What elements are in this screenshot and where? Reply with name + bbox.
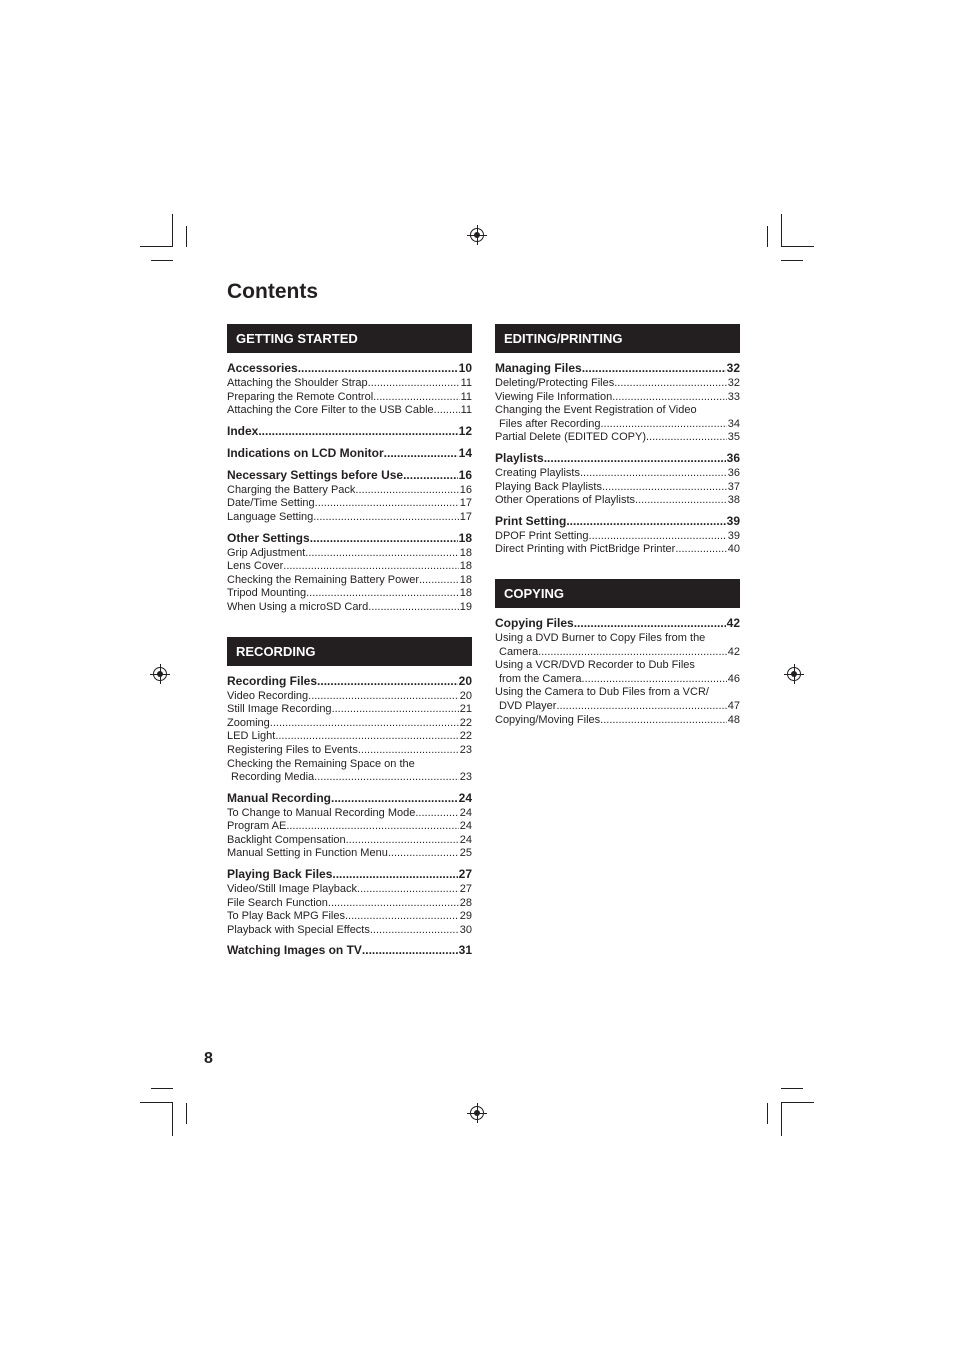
toc-entry-label: Still Image Recording <box>227 703 332 716</box>
dot-leader <box>582 359 726 377</box>
toc-page-number: 32 <box>727 377 740 389</box>
toc-main-entry[interactable] <box>495 512 740 530</box>
toc-entry-label: Registering Files to Events <box>227 743 358 756</box>
crop-mark <box>767 1103 768 1124</box>
dot-leader <box>614 377 727 391</box>
dot-leader <box>373 391 459 405</box>
toc-group <box>227 466 472 525</box>
toc-sub-entry[interactable] <box>227 717 472 731</box>
toc-page-number: 27 <box>459 883 472 896</box>
toc-main-entry[interactable] <box>495 359 740 377</box>
crop-mark <box>781 1088 803 1089</box>
dot-leader <box>582 673 727 687</box>
toc-main-entry[interactable] <box>227 422 472 440</box>
toc-sub-entry[interactable] <box>227 690 472 704</box>
toc-page-number: 19 <box>459 600 472 613</box>
toc-sub-entry[interactable] <box>495 494 740 508</box>
dot-leader <box>314 771 459 785</box>
toc-page-number: 24 <box>458 790 472 805</box>
dot-leader <box>601 418 727 432</box>
toc-group <box>227 444 472 462</box>
toc-sub-entry[interactable] <box>227 847 472 861</box>
toc-page-number: 42 <box>727 645 740 658</box>
dot-leader <box>258 422 457 440</box>
toc-entry-label: Watching Images on TV <box>227 943 362 958</box>
toc-entry-label: from the Camera <box>499 672 582 685</box>
toc-entry-label: Accessories <box>227 361 298 375</box>
dot-leader <box>538 646 727 660</box>
toc-sub-entry[interactable] <box>227 820 472 834</box>
toc-page-number: 24 <box>459 833 472 846</box>
dot-leader <box>419 574 459 588</box>
toc-entry-label: Direct Printing with PictBridge Printer <box>495 543 676 556</box>
toc-page-number: 23 <box>459 743 472 756</box>
toc-page-number: 11 <box>460 390 472 403</box>
dot-leader <box>358 744 459 758</box>
crop-mark <box>151 260 173 261</box>
toc-main-entry[interactable] <box>227 466 472 484</box>
toc-entry-label: Using a VCR/DVD Recorder to Dub Files <box>495 659 695 672</box>
dot-leader <box>298 359 458 377</box>
toc-page-number: 47 <box>727 699 740 712</box>
page-number: 8 <box>204 1050 213 1067</box>
toc-sub-entry[interactable] <box>227 511 472 525</box>
toc-sub-entry[interactable] <box>495 431 740 445</box>
toc-entry-label: Playing Back Playlists <box>495 480 602 493</box>
toc-entry-label: Deleting/Protecting Files <box>495 377 615 389</box>
toc-main-entry[interactable] <box>227 529 472 547</box>
toc-sub-entry[interactable] <box>495 700 740 714</box>
toc-page-number: 24 <box>459 820 472 833</box>
toc-entry-label: Grip Adjustment <box>227 546 306 559</box>
toc-page-number: 16 <box>458 467 472 482</box>
toc-entry-label: Checking the Remaining Battery Power <box>227 573 419 586</box>
toc-sub-entry[interactable] <box>495 714 740 728</box>
toc-main-entry[interactable] <box>227 672 472 690</box>
toc-page-number: 36 <box>726 450 740 465</box>
toc-sub-entry[interactable] <box>227 730 472 744</box>
toc-page-number: 12 <box>458 423 472 438</box>
toc-entry-label: File Search Function <box>227 896 328 909</box>
toc-sub-entry[interactable] <box>227 587 472 601</box>
toc-entry-label: Playback with Special Effects <box>227 923 370 936</box>
section-heading: EDITING/PRINTING <box>495 324 740 353</box>
toc-page-number: 18 <box>459 587 472 600</box>
toc-sub-entry[interactable] <box>227 924 472 938</box>
crop-mark <box>781 1102 814 1103</box>
toc-main-entry[interactable] <box>227 359 472 377</box>
toc-page-number: 22 <box>459 716 472 729</box>
toc-page-number: 18 <box>459 546 472 559</box>
toc-entry-label: Manual Setting in Function Menu <box>227 847 388 860</box>
toc-page-number: 11 <box>460 404 472 417</box>
dot-leader <box>310 529 458 547</box>
toc-section <box>227 637 472 960</box>
toc-sub-entry[interactable] <box>495 673 740 687</box>
dot-leader <box>612 391 727 405</box>
registration-mark-icon <box>153 667 167 681</box>
dot-leader <box>345 910 459 924</box>
registration-mark-icon <box>470 1106 484 1120</box>
dot-leader <box>384 444 458 462</box>
toc-entry-label: Checking the Remaining Space on the <box>227 757 415 770</box>
toc-entry-label: DVD Player <box>499 699 557 712</box>
crop-mark <box>781 214 782 247</box>
toc-entry-label: Tripod Mounting <box>227 587 307 600</box>
toc-group <box>227 359 472 418</box>
dot-leader <box>434 404 460 418</box>
dot-leader <box>602 481 727 495</box>
toc-page-number: 18 <box>458 530 472 545</box>
toc-page-number: 24 <box>459 806 472 819</box>
toc-entry-label: Video Recording <box>227 689 309 702</box>
toc-entry-label: Playing Back Files <box>227 867 333 882</box>
toc-entry-label: Other Operations of Playlists <box>495 494 636 507</box>
toc-group <box>495 449 740 508</box>
toc-sub-entry[interactable] <box>227 744 472 758</box>
dot-leader <box>370 924 459 938</box>
toc-entry-label: Using the Camera to Dub Files from a VCR/ <box>495 686 709 699</box>
toc-page-number: 22 <box>459 730 472 743</box>
toc-main-entry[interactable] <box>227 865 472 883</box>
dot-leader <box>308 690 459 704</box>
toc-sub-entry[interactable] <box>495 481 740 495</box>
toc-entry-label: Manual Recording <box>227 790 332 805</box>
toc-sub-entry[interactable] <box>227 601 472 615</box>
toc-entry-label: Date/Time Setting <box>227 497 315 510</box>
toc-sub-entry[interactable] <box>227 897 472 911</box>
crop-mark <box>186 1103 187 1124</box>
toc-page-number: 20 <box>459 689 472 702</box>
toc-page-number: 36 <box>727 466 740 479</box>
dot-leader <box>574 614 726 632</box>
dot-leader <box>357 883 459 897</box>
toc-page-number: 20 <box>458 673 472 688</box>
toc-page-number: 29 <box>459 910 472 923</box>
toc-entry-label: Attaching the Shoulder Strap <box>227 377 368 389</box>
toc-page-number: 39 <box>726 513 740 528</box>
toc-sub-entry[interactable] <box>227 771 472 785</box>
toc-page-number: 42 <box>726 615 740 630</box>
toc-entry-label: Other Settings <box>227 530 310 545</box>
toc-page-number: 30 <box>459 923 472 936</box>
toc-page-number: 34 <box>727 417 740 430</box>
toc-page-number: 39 <box>727 529 740 542</box>
dot-leader <box>305 547 458 561</box>
dot-leader <box>313 511 459 525</box>
dot-leader <box>556 700 726 714</box>
toc-sub-entry[interactable] <box>227 377 472 391</box>
toc-page-number: 14 <box>458 445 472 460</box>
dot-leader <box>306 587 459 601</box>
toc-sub-entry[interactable] <box>495 530 740 544</box>
toc-sub-entry[interactable] <box>227 560 472 574</box>
toc-page-number: 32 <box>726 361 740 375</box>
toc-entry-label: Viewing File Information <box>495 390 613 403</box>
dot-leader <box>362 941 458 959</box>
toc-sub-entry[interactable] <box>495 391 740 405</box>
toc-sub-entry[interactable] <box>227 574 472 588</box>
dot-leader <box>600 714 727 728</box>
toc-entry-label: Recording Media <box>231 771 315 784</box>
dot-leader <box>635 494 727 508</box>
toc-sub-entry[interactable] <box>227 547 472 561</box>
toc-sub-entry[interactable] <box>227 484 472 498</box>
toc-entry-label: Copying/Moving Files <box>495 713 601 726</box>
toc-entry-label: Playlists <box>495 450 544 465</box>
toc-main-entry[interactable] <box>227 789 472 807</box>
toc-entry-label: Charging the Battery Pack <box>227 483 356 496</box>
registration-mark-icon <box>470 228 484 242</box>
dot-leader <box>415 807 458 821</box>
toc-entry-label: Preparing the Remote Control <box>227 390 374 403</box>
section-heading: COPYING <box>495 579 740 608</box>
toc-sub-entry[interactable] <box>227 391 472 405</box>
toc-page-number: 10 <box>458 361 472 375</box>
toc-entry-label: Print Setting <box>495 513 567 528</box>
toc-group <box>227 865 472 937</box>
dot-leader <box>331 789 458 807</box>
dot-leader <box>346 834 459 848</box>
toc-page-number: 35 <box>727 431 740 444</box>
toc-page-number: 17 <box>459 497 472 510</box>
crop-mark <box>781 260 803 261</box>
crop-mark <box>781 246 814 247</box>
dot-leader <box>328 897 459 911</box>
toc-entry-label: Attaching the Core Filter to the USB Cable <box>227 404 434 417</box>
crop-mark <box>767 226 768 247</box>
dot-leader <box>368 601 459 615</box>
section-heading: GETTING STARTED <box>227 324 472 353</box>
toc-page-number: 21 <box>459 703 472 716</box>
toc-page-number: 18 <box>459 560 472 573</box>
dot-leader <box>675 543 726 557</box>
crop-mark <box>140 1102 173 1103</box>
toc-main-entry[interactable] <box>495 614 740 632</box>
crop-mark <box>151 1088 173 1089</box>
dot-leader <box>544 449 726 467</box>
toc-sub-entry[interactable] <box>227 910 472 924</box>
page-title: Contents <box>227 280 318 303</box>
toc-sub-entry[interactable] <box>227 883 472 897</box>
toc-group <box>227 672 472 785</box>
dot-leader <box>283 560 458 574</box>
toc-page-number: 38 <box>727 494 740 507</box>
dot-leader <box>332 865 457 883</box>
toc-entry-label: Indications on LCD Monitor <box>227 445 384 460</box>
toc-page-number: 48 <box>727 713 740 726</box>
toc-entry-label: Changing the Event Registration of Video <box>495 404 697 417</box>
toc-entry-label: Copying Files <box>495 615 574 630</box>
dot-leader <box>270 717 459 731</box>
dot-leader <box>403 466 458 484</box>
toc-entry-label: Backlight Compensation <box>227 833 346 846</box>
toc-column-left <box>227 324 472 981</box>
dot-leader <box>332 703 459 717</box>
toc-entry-label: Managing Files <box>495 361 582 375</box>
toc-page-number: 33 <box>727 390 740 403</box>
toc-group <box>495 512 740 557</box>
toc-sub-entry[interactable] <box>227 807 472 821</box>
toc-page-number: 31 <box>458 943 472 958</box>
toc-entry-label: Language Setting <box>227 510 314 523</box>
toc-main-entry[interactable] <box>227 941 472 959</box>
toc-page-number: 28 <box>459 896 472 909</box>
dot-leader <box>388 847 459 861</box>
toc-sub-entry[interactable] <box>495 543 740 557</box>
crop-mark <box>140 246 173 247</box>
dot-leader <box>580 467 727 481</box>
toc-main-entry[interactable] <box>495 449 740 467</box>
toc-sub-entry[interactable] <box>495 377 740 391</box>
toc-entry-label: Zooming <box>227 716 270 729</box>
toc-group <box>495 359 740 445</box>
crop-mark <box>172 1103 173 1136</box>
dot-leader <box>646 431 727 445</box>
dot-leader <box>315 497 459 511</box>
toc-column-right <box>495 324 740 749</box>
toc-entry-label: Partial Delete (EDITED COPY) <box>495 431 646 444</box>
section-heading: RECORDING <box>227 637 472 666</box>
toc-page-number: 27 <box>458 867 472 882</box>
toc-sub-entry[interactable] <box>495 418 740 432</box>
dot-leader <box>589 530 727 544</box>
toc-sub-entry[interactable] <box>227 497 472 511</box>
toc-sub-entry[interactable] <box>495 467 740 481</box>
toc-page-number: 18 <box>459 573 472 586</box>
toc-page-number: 46 <box>727 672 740 685</box>
dot-leader <box>368 377 460 391</box>
toc-sub-entry[interactable] <box>495 646 740 660</box>
toc-entry-label: Using a DVD Burner to Copy Files from the <box>495 631 706 644</box>
toc-entry-label: To Change to Manual Recording Mode <box>227 806 416 819</box>
toc-sub-entry[interactable] <box>227 834 472 848</box>
toc-entry-label: Necessary Settings before Use <box>227 467 404 482</box>
crop-mark <box>186 226 187 247</box>
toc-sub-entry[interactable] <box>227 404 472 418</box>
dot-leader <box>355 484 458 498</box>
toc-main-entry[interactable] <box>227 444 472 462</box>
registration-mark-icon <box>787 667 801 681</box>
toc-entry-label: Video/Still Image Playback <box>227 883 358 896</box>
toc-page-number: 37 <box>727 480 740 493</box>
crop-mark <box>781 1103 782 1136</box>
toc-entry-label: Program AE <box>227 820 287 833</box>
toc-section <box>227 324 472 615</box>
toc-page-number: 17 <box>459 510 472 523</box>
toc-entry-label: When Using a microSD Card <box>227 600 369 613</box>
toc-page-number: 23 <box>459 771 472 784</box>
toc-section <box>495 579 740 727</box>
toc-entry-label: Creating Playlists <box>495 466 580 479</box>
dot-leader <box>317 672 458 690</box>
toc-entry-label: LED Light <box>227 730 276 743</box>
toc-entry-label: Recording Files <box>227 673 318 688</box>
toc-section <box>495 324 740 557</box>
toc-entry-label: Camera <box>499 645 539 658</box>
toc-group <box>227 941 472 959</box>
toc-entry-label: Files after Recording <box>499 417 601 430</box>
toc-entry-label: DPOF Print Setting <box>495 529 589 542</box>
crop-mark <box>172 214 173 247</box>
dot-leader <box>566 512 725 530</box>
toc-entry-label: To Play Back MPG Files <box>227 910 345 923</box>
dot-leader <box>286 820 458 834</box>
toc-sub-entry[interactable] <box>227 703 472 717</box>
toc-page-number: 16 <box>459 483 472 496</box>
toc-page-number: 11 <box>460 377 472 389</box>
toc-group <box>495 614 740 727</box>
toc-entry-label: Lens Cover <box>227 560 284 573</box>
dot-leader <box>275 730 458 744</box>
toc-group <box>227 529 472 615</box>
toc-group <box>227 422 472 440</box>
toc-group <box>227 789 472 861</box>
toc-entry-label: Index <box>227 423 259 438</box>
toc-page-number: 25 <box>459 847 472 860</box>
toc-page-number: 40 <box>727 543 740 556</box>
